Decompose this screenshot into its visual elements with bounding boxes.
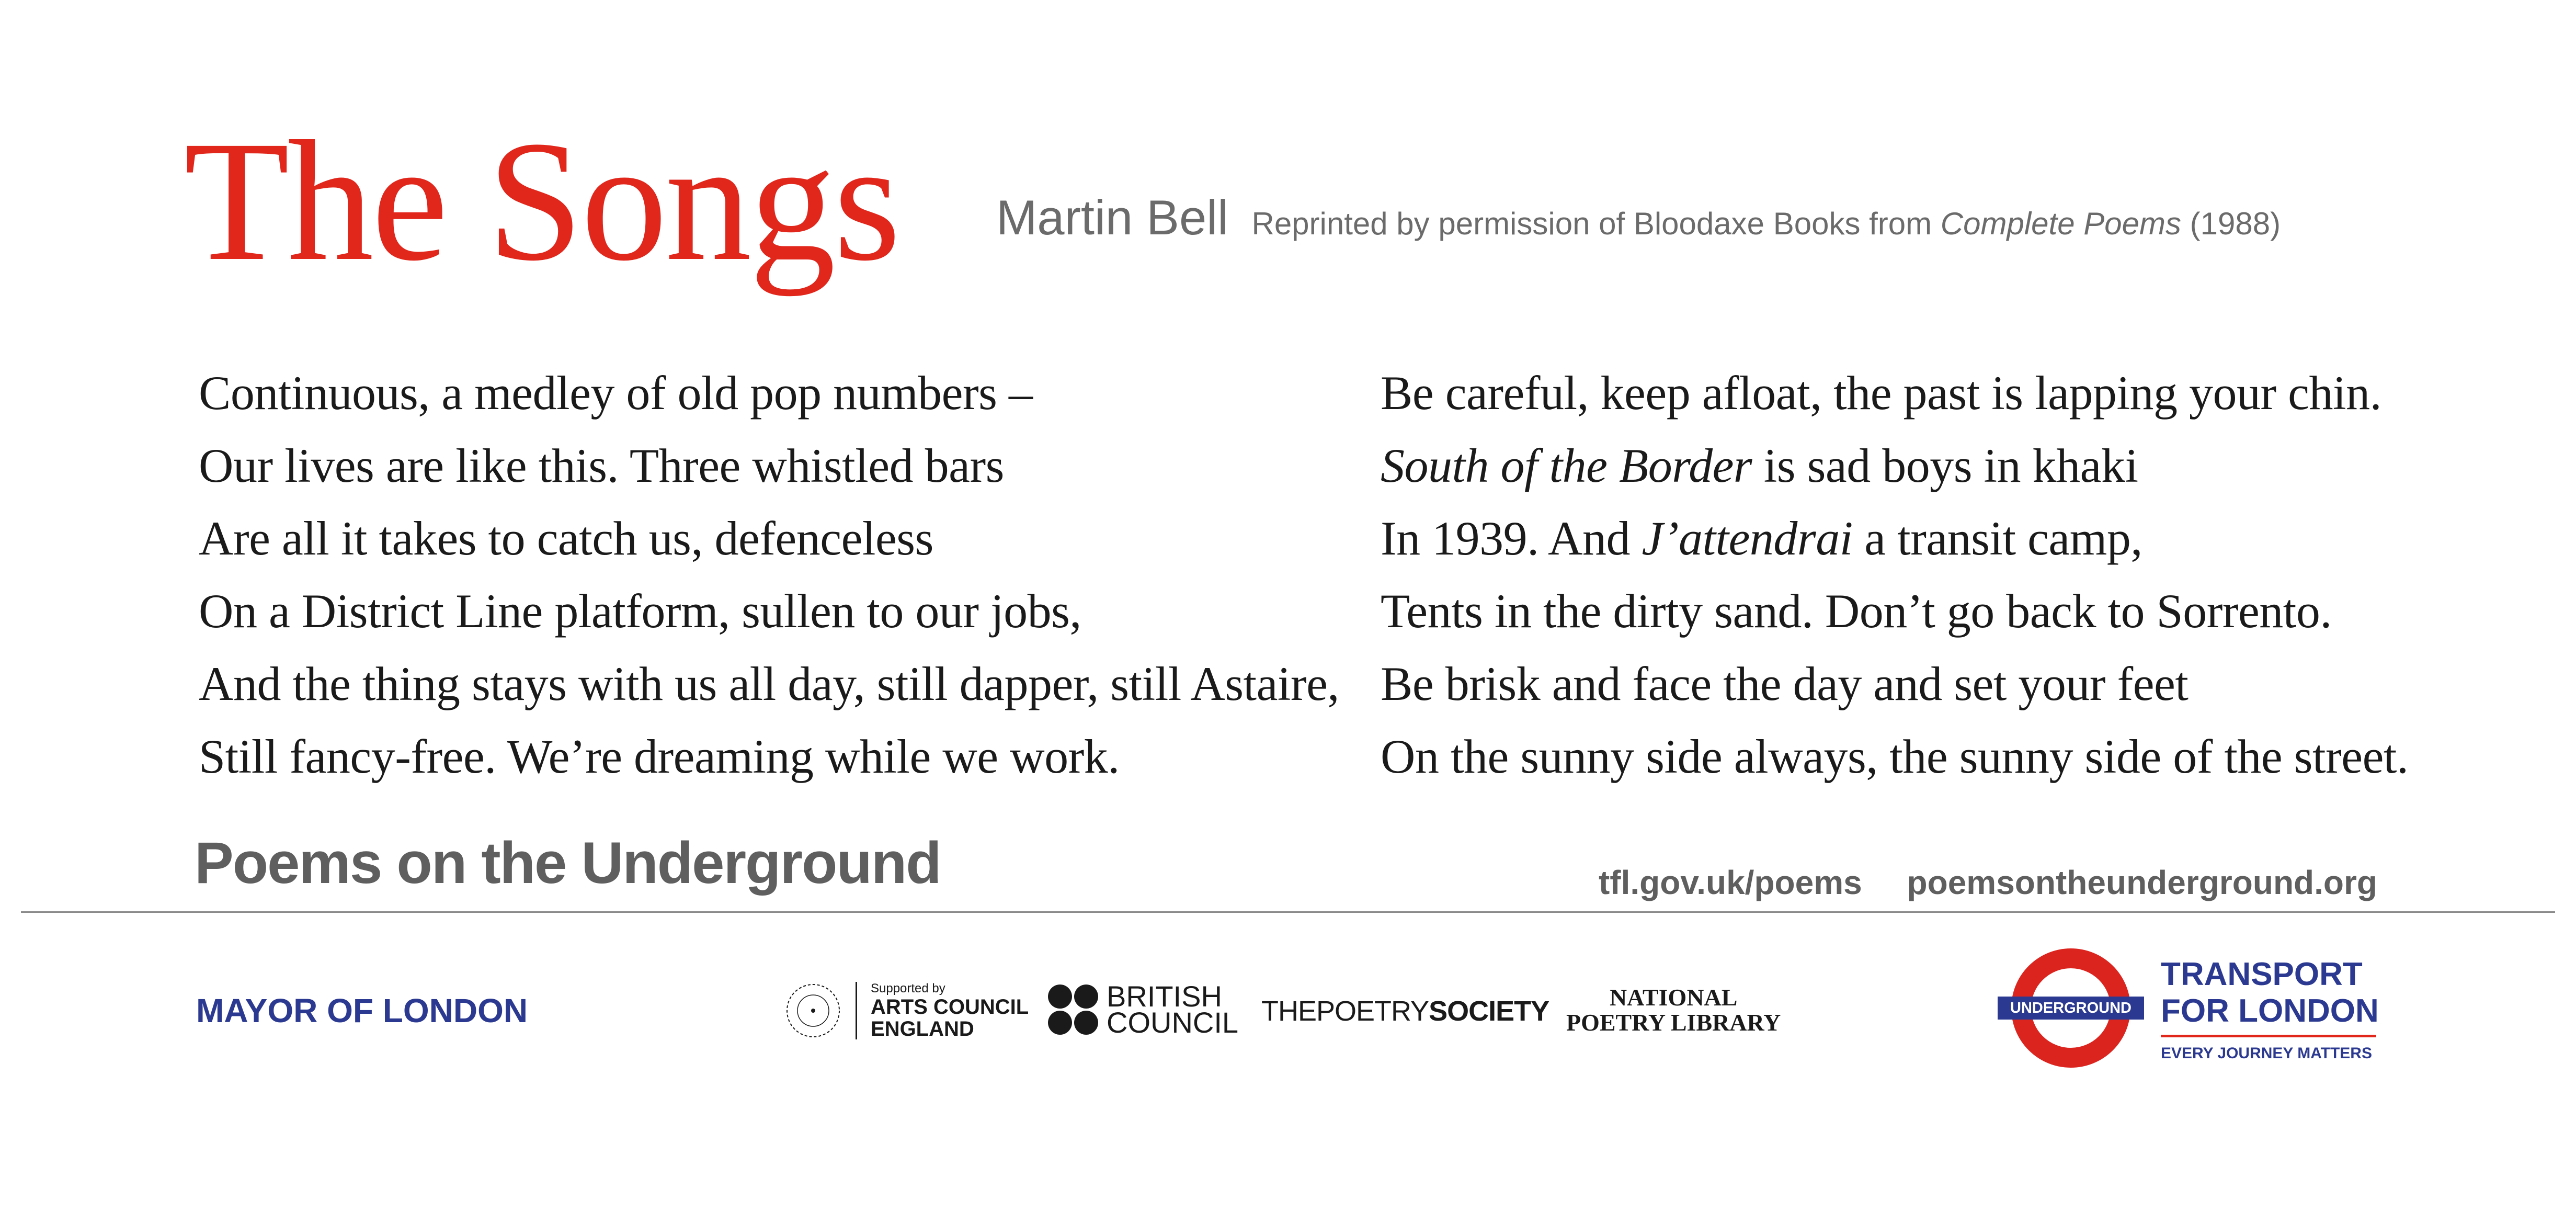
- credit-prefix: Reprinted by permission of Bloodaxe Books from: [1251, 206, 1932, 241]
- mayor-of-london-logo: MAYOR OF LONDON: [196, 992, 528, 1029]
- ace-supported-by: Supported by: [871, 981, 945, 995]
- poem-line: [1381, 502, 2408, 575]
- song-title-italic: South of the Border: [1381, 439, 1752, 492]
- poem-title: The Songs: [184, 106, 899, 297]
- credit-year: (1988): [2190, 206, 2281, 241]
- poem-line: And the thing stays with us all day, still dapper, still Astaire,: [199, 657, 1339, 710]
- poem-line: Still fancy-free. We’re dreaming while we work.: [199, 730, 1120, 783]
- poem-line: Are all it takes to catch us, defenceless: [199, 512, 933, 565]
- poem-line: Continuous, a medley of old pop numbers –: [199, 366, 1033, 420]
- british-council-text: [1107, 980, 1239, 1039]
- poem-line-text: a transit camp,: [1852, 512, 2142, 565]
- poem-line-text: In 1939. And: [1381, 512, 1642, 565]
- poem-line: Be brisk and face the day and set your feet: [1381, 657, 2189, 710]
- website-links: [1599, 863, 2377, 902]
- underground-roundel-icon: [1992, 948, 2149, 1068]
- bc-line-2: COUNCIL: [1107, 1006, 1239, 1039]
- tfl-line-1: TRANSPORT: [2161, 956, 2363, 992]
- poem-stanza-left: [199, 357, 1339, 793]
- poem-line: On the sunny side always, the sunny side of the street.: [1381, 730, 2409, 783]
- national-poetry-library-logo: [1566, 985, 1781, 1035]
- poem-line: Be careful, keep afloat, the past is lapping your chin.: [1381, 366, 2382, 420]
- poem-line: Our lives are like this. Three whistled bars: [199, 439, 1004, 492]
- author-name: Martin Bell: [996, 190, 1229, 245]
- tfl-tagline: EVERY JOURNEY MATTERS: [2161, 1045, 2372, 1062]
- permission-credit: [1251, 206, 2281, 241]
- arts-council-seal-icon: [784, 982, 842, 1039]
- ace-line-2: ENGLAND: [871, 1017, 974, 1040]
- poem-stanza-right: [1381, 357, 2408, 793]
- bc-line-1: BRITISH: [1107, 980, 1222, 1013]
- npl-line-2: POETRY LIBRARY: [1566, 1009, 1781, 1036]
- ps-society: SOCIETY: [1429, 995, 1549, 1027]
- ps-the: THE: [1261, 995, 1316, 1027]
- tfl-red-rule: [2161, 1035, 2376, 1037]
- british-council-dots-icon: [1047, 983, 1099, 1036]
- tfl-line-2: FOR LONDON: [2161, 993, 2379, 1029]
- british-council-logo: [1047, 980, 1239, 1039]
- arts-council-text: [871, 981, 1029, 1040]
- poem-line: Tents in the dirty sand. Don’t go back to Sorrento.: [1381, 584, 2332, 638]
- poetry-society-logo: [1261, 995, 1549, 1027]
- npl-line-1: NATIONAL: [1609, 984, 1738, 1011]
- song-title-italic: J’attendrai: [1642, 512, 1853, 565]
- roundel-label: UNDERGROUND: [2010, 1000, 2132, 1016]
- arts-council-divider: [856, 982, 857, 1039]
- poem-line-text: is sad boys in khaki: [1752, 439, 2138, 492]
- byline: [996, 189, 2281, 246]
- arts-council-logo: [784, 979, 1029, 1042]
- credit-book: Complete Poems: [1940, 206, 2181, 241]
- poem-line: On a District Line platform, sullen to our jobs,: [199, 584, 1081, 638]
- poems-underground-link[interactable]: poemsontheunderground.org: [1907, 864, 2377, 901]
- footer-divider: [21, 911, 2555, 913]
- poem-line: [1381, 429, 2408, 502]
- ps-poetry: POETRY: [1316, 995, 1429, 1027]
- transport-for-london-logo: [2161, 956, 2379, 1062]
- series-title: Poems on the Underground: [195, 830, 941, 896]
- ace-line-1: ARTS COUNCIL: [871, 995, 1029, 1019]
- tfl-poems-link[interactable]: tfl.gov.uk/poems: [1598, 864, 1862, 901]
